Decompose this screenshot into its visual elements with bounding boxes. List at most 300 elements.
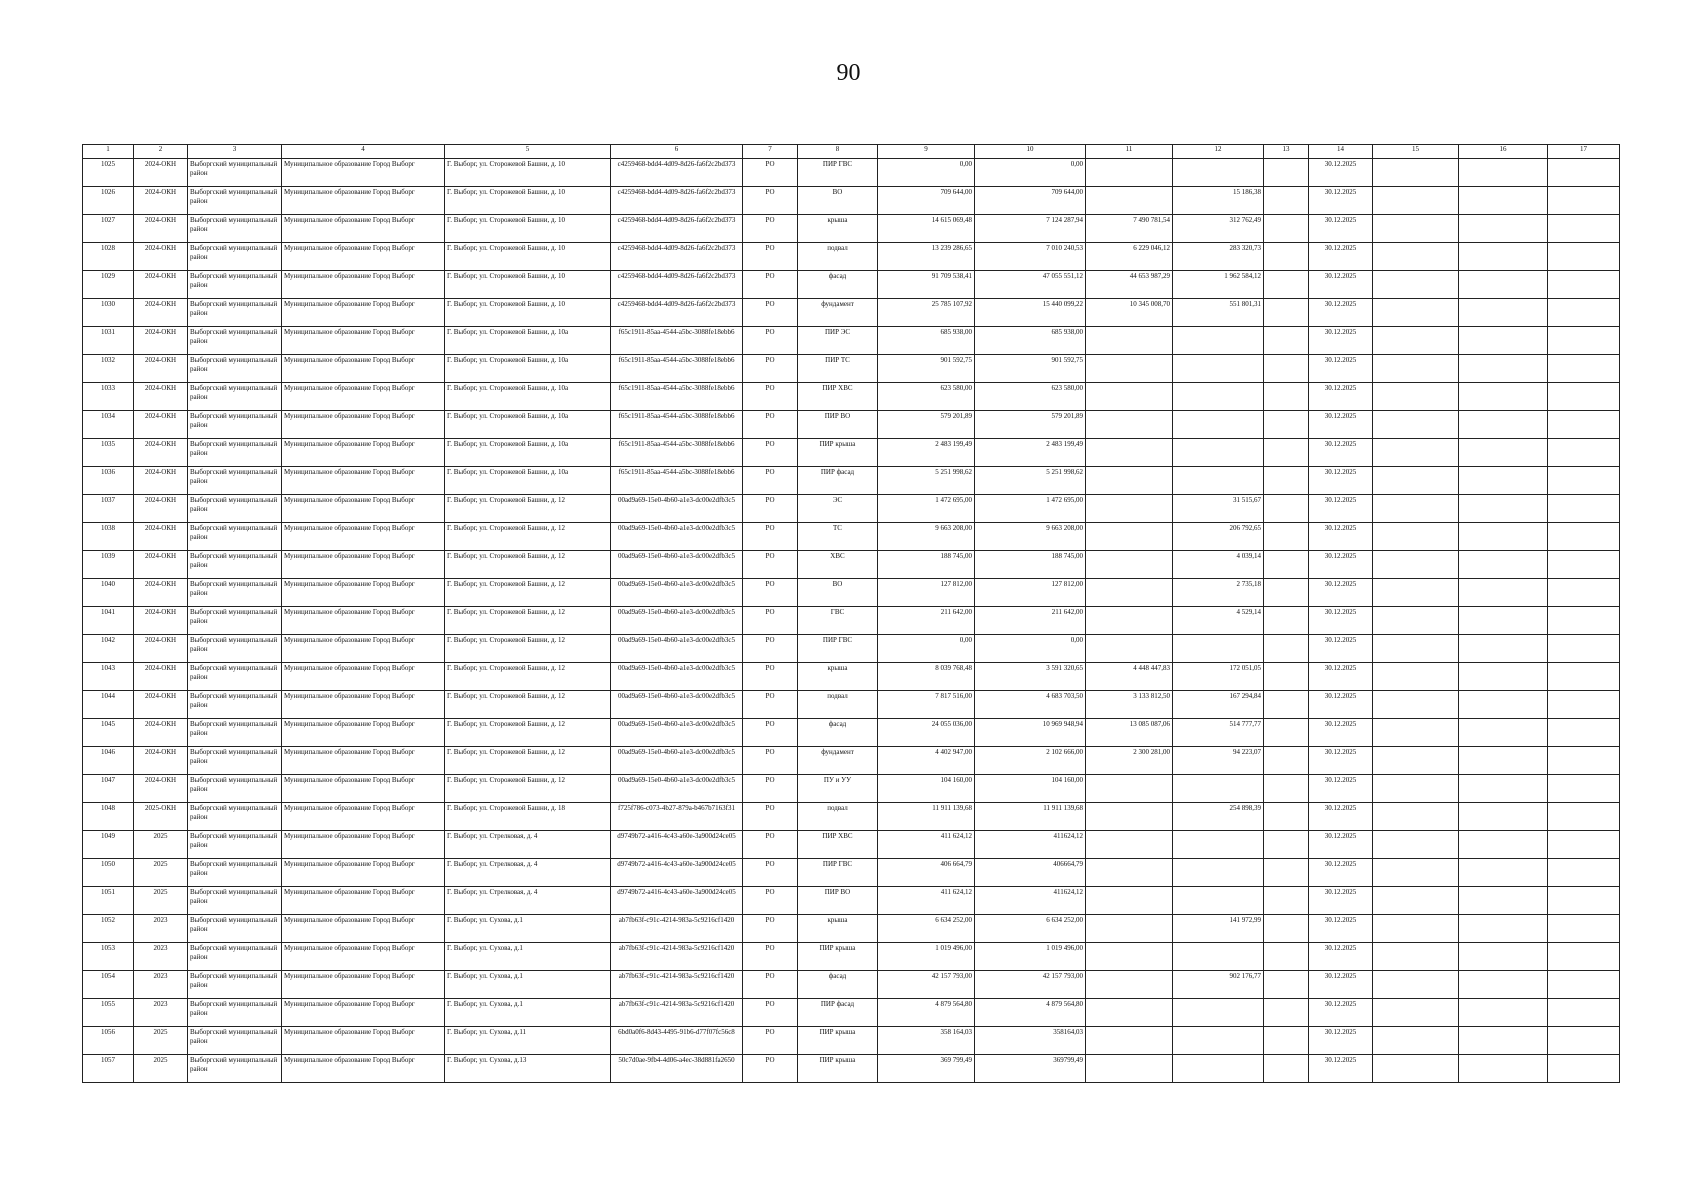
col-16-cell xyxy=(1459,327,1548,355)
col-16-cell xyxy=(1459,635,1548,663)
col-15-cell xyxy=(1373,663,1459,691)
district-cell: Выборгский муниципальный район xyxy=(188,411,282,439)
cost-part-1-cell: 709 644,00 xyxy=(975,187,1086,215)
address-cell: Г. Выборг, ул. Сторожевой Башни, д. 10а xyxy=(445,467,611,495)
district-cell: Выборгский муниципальный район xyxy=(188,159,282,187)
cost-total-cell: 1 472 695,00 xyxy=(878,495,975,523)
municipality-cell: Муниципальное образование Город Выборг xyxy=(282,1027,445,1055)
col-13-cell xyxy=(1264,467,1309,495)
program-year-cell: 2025 xyxy=(134,1027,188,1055)
cost-total-cell: 9 663 208,00 xyxy=(878,523,975,551)
col-16-cell xyxy=(1459,383,1548,411)
cost-total-cell: 127 812,00 xyxy=(878,579,975,607)
district-cell: Выборгский муниципальный район xyxy=(188,327,282,355)
row-number-cell: 1033 xyxy=(83,383,134,411)
district-cell: Выборгский муниципальный район xyxy=(188,439,282,467)
address-cell: Г. Выборг, ул. Сторожевой Башни, д. 10 xyxy=(445,271,611,299)
row-number-cell: 1029 xyxy=(83,271,134,299)
fund-type-cell: РО xyxy=(743,831,798,859)
cost-part-2-cell xyxy=(1086,159,1173,187)
program-year-cell: 2024-ОКН xyxy=(134,663,188,691)
cost-total-cell: 188 745,00 xyxy=(878,551,975,579)
cost-extra-cell: 902 176,77 xyxy=(1173,971,1264,999)
municipality-cell: Муниципальное образование Город Выборг xyxy=(282,943,445,971)
municipality-cell: Муниципальное образование Город Выборг xyxy=(282,859,445,887)
program-year-cell: 2024-ОКН xyxy=(134,159,188,187)
cost-extra-cell xyxy=(1173,943,1264,971)
address-cell: Г. Выборг, ул. Сторожевой Башни, д. 12 xyxy=(445,579,611,607)
cost-total-cell: 42 157 793,00 xyxy=(878,971,975,999)
address-cell: Г. Выборг, ул. Сторожевой Башни, д. 12 xyxy=(445,719,611,747)
table-row xyxy=(83,467,1620,495)
address-cell: Г. Выборг, ул. Сторожевой Башни, д. 10 xyxy=(445,215,611,243)
municipality-cell: Муниципальное образование Город Выборг xyxy=(282,187,445,215)
col-17-cell xyxy=(1548,831,1620,859)
col-15-cell xyxy=(1373,747,1459,775)
fund-type-cell: РО xyxy=(743,243,798,271)
col-16-cell xyxy=(1459,803,1548,831)
fund-type-cell: РО xyxy=(743,1027,798,1055)
col-17-cell xyxy=(1548,747,1620,775)
address-cell: Г. Выборг, ул. Сторожевой Башни, д. 12 xyxy=(445,551,611,579)
table-row xyxy=(83,1027,1620,1055)
work-type-cell: ПИР ГВС xyxy=(798,859,878,887)
program-year-cell: 2024-ОКН xyxy=(134,411,188,439)
col-13-cell xyxy=(1264,1055,1309,1083)
cost-part-2-cell: 3 133 812,50 xyxy=(1086,691,1173,719)
fund-type-cell: РО xyxy=(743,663,798,691)
col-16-cell xyxy=(1459,1055,1548,1083)
work-type-cell: ХВС xyxy=(798,551,878,579)
address-cell: Г. Выборг, ул. Сухова, д.13 xyxy=(445,1055,611,1083)
fund-type-cell: РО xyxy=(743,215,798,243)
col-15-cell xyxy=(1373,887,1459,915)
col-15-cell xyxy=(1373,803,1459,831)
col-15-cell xyxy=(1373,495,1459,523)
cost-extra-cell: 312 762,49 xyxy=(1173,215,1264,243)
col-13-cell xyxy=(1264,327,1309,355)
municipality-cell: Муниципальное образование Город Выборг xyxy=(282,495,445,523)
fund-type-cell: РО xyxy=(743,747,798,775)
work-type-cell: фасад xyxy=(798,271,878,299)
table-row xyxy=(83,635,1620,663)
col-17-cell xyxy=(1548,467,1620,495)
address-cell: Г. Выборг, ул. Сухова, д.1 xyxy=(445,943,611,971)
deadline-cell: 30.12.2025 xyxy=(1309,607,1373,635)
cost-part-2-cell xyxy=(1086,1027,1173,1055)
col-15-cell xyxy=(1373,775,1459,803)
work-type-cell: ГВС xyxy=(798,607,878,635)
district-cell: Выборгский муниципальный район xyxy=(188,887,282,915)
table-row xyxy=(83,915,1620,943)
work-type-cell: фасад xyxy=(798,719,878,747)
work-type-cell: крыша xyxy=(798,215,878,243)
row-number-cell: 1056 xyxy=(83,1027,134,1055)
row-number-cell: 1025 xyxy=(83,159,134,187)
column-header: 7 xyxy=(743,145,798,159)
col-15-cell xyxy=(1373,943,1459,971)
col-17-cell xyxy=(1548,1027,1620,1055)
col-15-cell xyxy=(1373,411,1459,439)
cost-extra-cell xyxy=(1173,887,1264,915)
program-year-cell: 2023 xyxy=(134,999,188,1027)
address-cell: Г. Выборг, ул. Стрелковая, д. 4 xyxy=(445,887,611,915)
house-guid-cell: f65c1911-85aa-4544-a5bc-3088fe18ebb6 xyxy=(611,327,743,355)
col-16-cell xyxy=(1459,971,1548,999)
table-row xyxy=(83,971,1620,999)
deadline-cell: 30.12.2025 xyxy=(1309,551,1373,579)
cost-part-2-cell xyxy=(1086,859,1173,887)
row-number-cell: 1057 xyxy=(83,1055,134,1083)
district-cell: Выборгский муниципальный район xyxy=(188,243,282,271)
cost-part-2-cell xyxy=(1086,355,1173,383)
program-year-cell: 2024-ОКН xyxy=(134,551,188,579)
cost-extra-cell xyxy=(1173,383,1264,411)
deadline-cell: 30.12.2025 xyxy=(1309,187,1373,215)
cost-total-cell: 7 817 516,00 xyxy=(878,691,975,719)
municipality-cell: Муниципальное образование Город Выборг xyxy=(282,635,445,663)
municipality-cell: Муниципальное образование Город Выборг xyxy=(282,971,445,999)
cost-part-1-cell: 1 472 695,00 xyxy=(975,495,1086,523)
cost-extra-cell: 2 735,18 xyxy=(1173,579,1264,607)
address-cell: Г. Выборг, ул. Сторожевой Башни, д. 12 xyxy=(445,691,611,719)
row-number-cell: 1048 xyxy=(83,803,134,831)
address-cell: Г. Выборг, ул. Сторожевой Башни, д. 12 xyxy=(445,663,611,691)
fund-type-cell: РО xyxy=(743,271,798,299)
cost-extra-cell xyxy=(1173,411,1264,439)
program-year-cell: 2024-ОКН xyxy=(134,439,188,467)
fund-type-cell: РО xyxy=(743,327,798,355)
col-16-cell xyxy=(1459,943,1548,971)
col-16-cell xyxy=(1459,915,1548,943)
col-13-cell xyxy=(1264,831,1309,859)
address-cell: Г. Выборг, ул. Сторожевой Башни, д. 10а xyxy=(445,411,611,439)
municipality-cell: Муниципальное образование Город Выборг xyxy=(282,215,445,243)
work-type-cell: крыша xyxy=(798,915,878,943)
program-year-cell: 2024-ОКН xyxy=(134,187,188,215)
cost-total-cell: 11 911 139,68 xyxy=(878,803,975,831)
fund-type-cell: РО xyxy=(743,999,798,1027)
registry-table xyxy=(82,144,1620,1083)
col-15-cell xyxy=(1373,1027,1459,1055)
col-16-cell xyxy=(1459,243,1548,271)
deadline-cell: 30.12.2025 xyxy=(1309,1055,1373,1083)
cost-extra-cell xyxy=(1173,159,1264,187)
table-row xyxy=(83,579,1620,607)
deadline-cell: 30.12.2025 xyxy=(1309,803,1373,831)
col-13-cell xyxy=(1264,607,1309,635)
district-cell: Выборгский муниципальный район xyxy=(188,775,282,803)
deadline-cell: 30.12.2025 xyxy=(1309,355,1373,383)
col-15-cell xyxy=(1373,579,1459,607)
house-guid-cell: c4259468-bdd4-4d09-8d26-fa6f2c2bd373 xyxy=(611,243,743,271)
col-17-cell xyxy=(1548,579,1620,607)
col-13-cell xyxy=(1264,663,1309,691)
col-16-cell xyxy=(1459,831,1548,859)
municipality-cell: Муниципальное образование Город Выборг xyxy=(282,439,445,467)
col-16-cell xyxy=(1459,775,1548,803)
cost-extra-cell xyxy=(1173,859,1264,887)
col-13-cell xyxy=(1264,159,1309,187)
fund-type-cell: РО xyxy=(743,523,798,551)
fund-type-cell: РО xyxy=(743,439,798,467)
district-cell: Выборгский муниципальный район xyxy=(188,579,282,607)
deadline-cell: 30.12.2025 xyxy=(1309,719,1373,747)
cost-extra-cell: 141 972,99 xyxy=(1173,915,1264,943)
deadline-cell: 30.12.2025 xyxy=(1309,215,1373,243)
address-cell: Г. Выборг, ул. Сухова, д.1 xyxy=(445,999,611,1027)
deadline-cell: 30.12.2025 xyxy=(1309,663,1373,691)
cost-total-cell: 0,00 xyxy=(878,159,975,187)
deadline-cell: 30.12.2025 xyxy=(1309,327,1373,355)
column-header: 12 xyxy=(1173,145,1264,159)
cost-part-1-cell: 411624,12 xyxy=(975,831,1086,859)
cost-extra-cell: 1 962 584,12 xyxy=(1173,271,1264,299)
column-header: 6 xyxy=(611,145,743,159)
row-number-cell: 1044 xyxy=(83,691,134,719)
table-row xyxy=(83,691,1620,719)
cost-part-1-cell: 411624,12 xyxy=(975,887,1086,915)
work-type-cell: ПИР крыша xyxy=(798,1055,878,1083)
col-13-cell xyxy=(1264,579,1309,607)
col-17-cell xyxy=(1548,327,1620,355)
district-cell: Выборгский муниципальный район xyxy=(188,915,282,943)
house-guid-cell: d9749b72-a416-4c43-a60e-3a900d24ce05 xyxy=(611,831,743,859)
col-15-cell xyxy=(1373,915,1459,943)
cost-part-2-cell: 44 653 987,29 xyxy=(1086,271,1173,299)
work-type-cell: ВО xyxy=(798,579,878,607)
district-cell: Выборгский муниципальный район xyxy=(188,747,282,775)
col-17-cell xyxy=(1548,439,1620,467)
program-year-cell: 2024-ОКН xyxy=(134,691,188,719)
deadline-cell: 30.12.2025 xyxy=(1309,495,1373,523)
fund-type-cell: РО xyxy=(743,383,798,411)
house-guid-cell: c4259468-bdd4-4d09-8d26-fa6f2c2bd373 xyxy=(611,299,743,327)
table-row xyxy=(83,159,1620,187)
cost-total-cell: 2 483 199,49 xyxy=(878,439,975,467)
address-cell: Г. Выборг, ул. Сухова, д.1 xyxy=(445,915,611,943)
row-number-cell: 1051 xyxy=(83,887,134,915)
fund-type-cell: РО xyxy=(743,299,798,327)
col-15-cell xyxy=(1373,243,1459,271)
col-13-cell xyxy=(1264,999,1309,1027)
col-16-cell xyxy=(1459,299,1548,327)
col-16-cell xyxy=(1459,887,1548,915)
col-17-cell xyxy=(1548,607,1620,635)
cost-part-2-cell: 4 448 447,83 xyxy=(1086,663,1173,691)
col-16-cell xyxy=(1459,159,1548,187)
page-number: 90 xyxy=(836,60,861,86)
cost-total-cell: 4 879 564,80 xyxy=(878,999,975,1027)
row-number-cell: 1032 xyxy=(83,355,134,383)
house-guid-cell: 00ad9a69-15e0-4b60-a1e3-dc00e2dfb3c5 xyxy=(611,551,743,579)
row-number-cell: 1037 xyxy=(83,495,134,523)
fund-type-cell: РО xyxy=(743,971,798,999)
fund-type-cell: РО xyxy=(743,803,798,831)
program-year-cell: 2024-ОКН xyxy=(134,719,188,747)
cost-part-2-cell xyxy=(1086,775,1173,803)
table-body xyxy=(83,159,1620,1083)
row-number-cell: 1045 xyxy=(83,719,134,747)
table-row xyxy=(83,243,1620,271)
house-guid-cell: 00ad9a69-15e0-4b60-a1e3-dc00e2dfb3c5 xyxy=(611,719,743,747)
municipality-cell: Муниципальное образование Город Выборг xyxy=(282,523,445,551)
cost-part-2-cell xyxy=(1086,551,1173,579)
work-type-cell: подвал xyxy=(798,803,878,831)
cost-total-cell: 901 592,75 xyxy=(878,355,975,383)
cost-part-2-cell xyxy=(1086,411,1173,439)
row-number-cell: 1038 xyxy=(83,523,134,551)
deadline-cell: 30.12.2025 xyxy=(1309,635,1373,663)
fund-type-cell: РО xyxy=(743,691,798,719)
deadline-cell: 30.12.2025 xyxy=(1309,831,1373,859)
work-type-cell: ПИР крыша xyxy=(798,1027,878,1055)
cost-total-cell: 8 039 768,48 xyxy=(878,663,975,691)
col-13-cell xyxy=(1264,495,1309,523)
program-year-cell: 2024-ОКН xyxy=(134,299,188,327)
work-type-cell: фундамент xyxy=(798,299,878,327)
program-year-cell: 2024-ОКН xyxy=(134,355,188,383)
cost-part-2-cell xyxy=(1086,831,1173,859)
cost-part-1-cell: 11 911 139,68 xyxy=(975,803,1086,831)
col-13-cell xyxy=(1264,439,1309,467)
fund-type-cell: РО xyxy=(743,187,798,215)
cost-part-2-cell xyxy=(1086,999,1173,1027)
cost-total-cell: 369 799,49 xyxy=(878,1055,975,1083)
cost-total-cell: 709 644,00 xyxy=(878,187,975,215)
fund-type-cell: РО xyxy=(743,159,798,187)
col-13-cell xyxy=(1264,915,1309,943)
address-cell: Г. Выборг, ул. Сторожевой Башни, д. 10а xyxy=(445,355,611,383)
cost-part-1-cell: 9 663 208,00 xyxy=(975,523,1086,551)
cost-part-1-cell: 901 592,75 xyxy=(975,355,1086,383)
table-row xyxy=(83,327,1620,355)
cost-total-cell: 358 164,03 xyxy=(878,1027,975,1055)
address-cell: Г. Выборг, ул. Сторожевой Башни, д. 12 xyxy=(445,495,611,523)
table-row xyxy=(83,747,1620,775)
work-type-cell: ВО xyxy=(798,187,878,215)
cost-part-2-cell xyxy=(1086,635,1173,663)
district-cell: Выборгский муниципальный район xyxy=(188,355,282,383)
district-cell: Выборгский муниципальный район xyxy=(188,551,282,579)
work-type-cell: ПИР ТС xyxy=(798,355,878,383)
col-17-cell xyxy=(1548,299,1620,327)
cost-extra-cell xyxy=(1173,831,1264,859)
cost-part-1-cell: 10 969 948,94 xyxy=(975,719,1086,747)
col-16-cell xyxy=(1459,355,1548,383)
work-type-cell: ПИР ВО xyxy=(798,411,878,439)
row-number-cell: 1050 xyxy=(83,859,134,887)
cost-part-2-cell: 13 085 087,06 xyxy=(1086,719,1173,747)
fund-type-cell: РО xyxy=(743,607,798,635)
col-13-cell xyxy=(1264,635,1309,663)
address-cell: Г. Выборг, ул. Сторожевой Башни, д. 12 xyxy=(445,523,611,551)
cost-part-2-cell xyxy=(1086,439,1173,467)
deadline-cell: 30.12.2025 xyxy=(1309,439,1373,467)
municipality-cell: Муниципальное образование Город Выборг xyxy=(282,327,445,355)
address-cell: Г. Выборг, ул. Сторожевой Башни, д. 10 xyxy=(445,299,611,327)
col-16-cell xyxy=(1459,215,1548,243)
col-15-cell xyxy=(1373,215,1459,243)
program-year-cell: 2023 xyxy=(134,915,188,943)
cost-total-cell: 623 580,00 xyxy=(878,383,975,411)
address-cell: Г. Выборг, ул. Сторожевой Башни, д. 12 xyxy=(445,775,611,803)
house-guid-cell: 00ad9a69-15e0-4b60-a1e3-dc00e2dfb3c5 xyxy=(611,579,743,607)
house-guid-cell: f65c1911-85aa-4544-a5bc-3088fe18ebb6 xyxy=(611,439,743,467)
municipality-cell: Муниципальное образование Город Выборг xyxy=(282,159,445,187)
col-15-cell xyxy=(1373,355,1459,383)
district-cell: Выборгский муниципальный район xyxy=(188,299,282,327)
cost-part-1-cell: 5 251 998,62 xyxy=(975,467,1086,495)
col-13-cell xyxy=(1264,271,1309,299)
work-type-cell: ЭС xyxy=(798,495,878,523)
col-15-cell xyxy=(1373,859,1459,887)
cost-part-2-cell: 10 345 008,70 xyxy=(1086,299,1173,327)
deadline-cell: 30.12.2025 xyxy=(1309,467,1373,495)
col-17-cell xyxy=(1548,551,1620,579)
col-16-cell xyxy=(1459,271,1548,299)
cost-part-2-cell xyxy=(1086,971,1173,999)
row-number-cell: 1053 xyxy=(83,943,134,971)
district-cell: Выборгский муниципальный район xyxy=(188,271,282,299)
cost-extra-cell: 283 320,73 xyxy=(1173,243,1264,271)
fund-type-cell: РО xyxy=(743,411,798,439)
cost-part-2-cell xyxy=(1086,943,1173,971)
program-year-cell: 2025 xyxy=(134,831,188,859)
cost-total-cell: 13 239 286,65 xyxy=(878,243,975,271)
cost-part-2-cell xyxy=(1086,803,1173,831)
table-row xyxy=(83,803,1620,831)
col-17-cell xyxy=(1548,215,1620,243)
work-type-cell: ПИР крыша xyxy=(798,439,878,467)
table-row xyxy=(83,551,1620,579)
program-year-cell: 2023 xyxy=(134,943,188,971)
cost-part-1-cell: 6 634 252,00 xyxy=(975,915,1086,943)
work-type-cell: фасад xyxy=(798,971,878,999)
cost-part-1-cell: 15 440 099,22 xyxy=(975,299,1086,327)
col-17-cell xyxy=(1548,1055,1620,1083)
cost-extra-cell xyxy=(1173,467,1264,495)
column-header: 1 xyxy=(83,145,134,159)
cost-extra-cell: 254 898,39 xyxy=(1173,803,1264,831)
cost-total-cell: 579 201,89 xyxy=(878,411,975,439)
row-number-cell: 1028 xyxy=(83,243,134,271)
program-year-cell: 2024-ОКН xyxy=(134,383,188,411)
deadline-cell: 30.12.2025 xyxy=(1309,411,1373,439)
col-16-cell xyxy=(1459,663,1548,691)
address-cell: Г. Выборг, ул. Стрелковая, д. 4 xyxy=(445,859,611,887)
fund-type-cell: РО xyxy=(743,943,798,971)
col-16-cell xyxy=(1459,859,1548,887)
cost-part-1-cell: 0,00 xyxy=(975,635,1086,663)
cost-total-cell: 14 615 069,48 xyxy=(878,215,975,243)
cost-extra-cell: 206 792,65 xyxy=(1173,523,1264,551)
cost-part-1-cell: 3 591 320,65 xyxy=(975,663,1086,691)
address-cell: Г. Выборг, ул. Сторожевой Башни, д. 10а xyxy=(445,327,611,355)
work-type-cell: ПИР ХВС xyxy=(798,831,878,859)
col-13-cell xyxy=(1264,355,1309,383)
cost-total-cell: 91 709 538,41 xyxy=(878,271,975,299)
cost-part-2-cell xyxy=(1086,579,1173,607)
fund-type-cell: РО xyxy=(743,467,798,495)
row-number-cell: 1035 xyxy=(83,439,134,467)
municipality-cell: Муниципальное образование Город Выборг xyxy=(282,747,445,775)
table-row xyxy=(83,943,1620,971)
program-year-cell: 2023 xyxy=(134,971,188,999)
address-cell: Г. Выборг, ул. Сухова, д.1 xyxy=(445,971,611,999)
col-15-cell xyxy=(1373,635,1459,663)
cost-extra-cell xyxy=(1173,635,1264,663)
